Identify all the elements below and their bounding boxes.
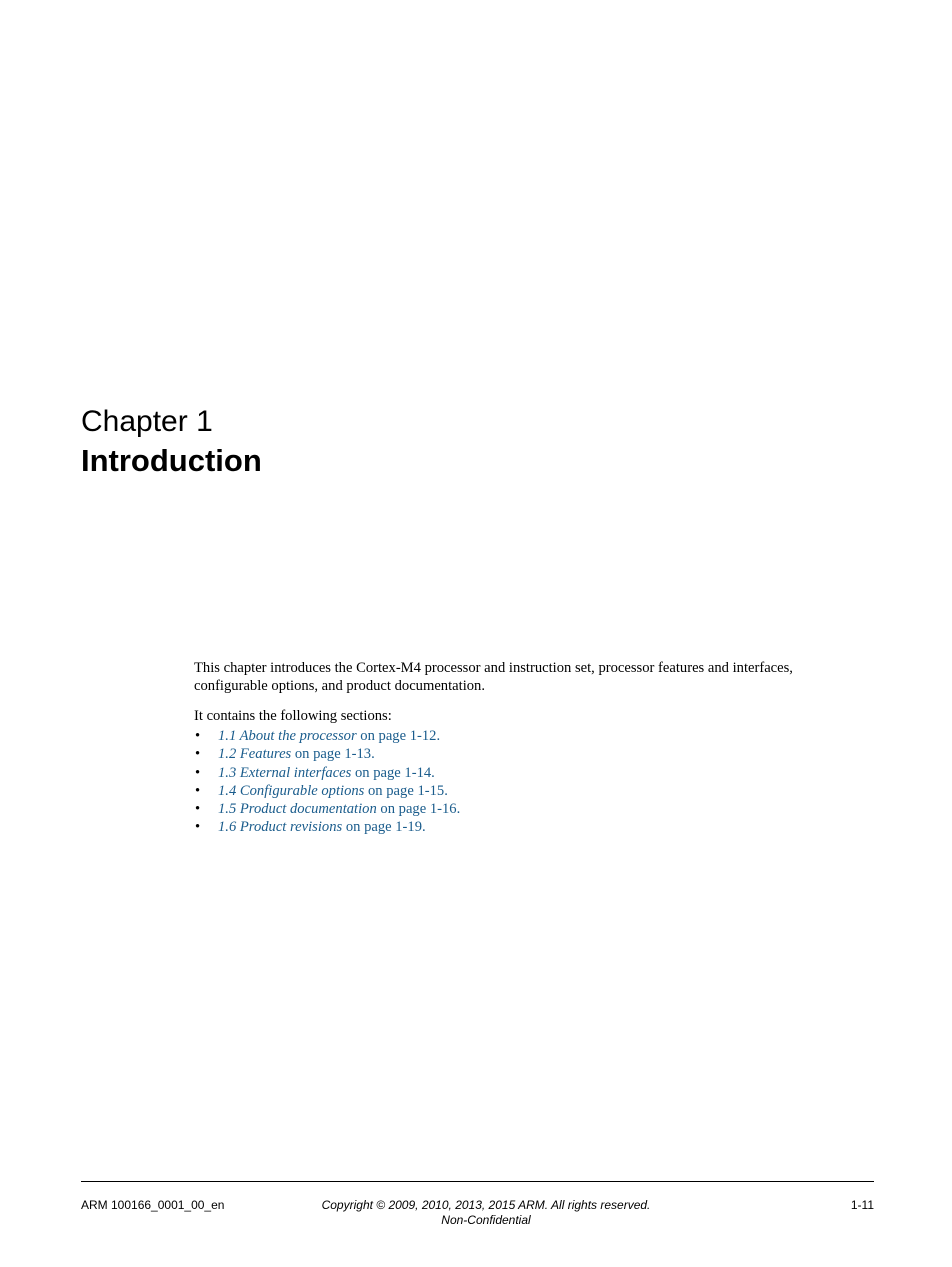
section-list	[194, 727, 866, 837]
chapter-label: Chapter 1	[81, 405, 213, 438]
footer-divider	[81, 1181, 874, 1182]
sections-lead-in: It contains the following sections:	[194, 708, 392, 724]
bullet-icon: •	[195, 728, 201, 744]
page-reference[interactable]: on page 1-16.	[376, 801, 461, 818]
section-link-features[interactable]: 1.2 Features	[218, 746, 292, 763]
page-reference[interactable]: on page 1-12.	[356, 728, 441, 744]
chapter-title: Introduction	[81, 443, 262, 478]
footer-confidentiality: Non-Confidential	[441, 1212, 531, 1227]
list-item	[194, 745, 866, 763]
section-link-about-processor[interactable]: 1.1 About the processor	[218, 728, 357, 744]
bullet-icon: •	[195, 782, 201, 799]
bullet-icon: •	[195, 746, 201, 763]
bullet-icon: •	[195, 764, 201, 781]
bullet-icon: •	[195, 801, 201, 818]
footer-copyright: Copyright © 2009, 2010, 2013, 2015 ARM. All rights reserved.	[321, 1198, 651, 1212]
page-reference[interactable]: on page 1-19.	[342, 819, 426, 836]
section-link-product-revisions[interactable]: 1.6 Product revisions	[218, 819, 343, 836]
list-item	[194, 782, 866, 800]
footer-page-number: 1-11	[850, 1198, 874, 1212]
list-item	[194, 764, 866, 782]
page-reference[interactable]: on page 1-15.	[364, 782, 448, 799]
page-reference[interactable]: on page 1-13.	[291, 746, 375, 763]
chapter-body	[194, 659, 866, 837]
section-link-external-interfaces[interactable]: 1.3 External interfaces	[218, 764, 352, 781]
section-link-product-documentation[interactable]: 1.5 Product documentation	[218, 801, 377, 818]
list-item	[194, 800, 866, 818]
footer-document-id: ARM 100166_0001_00_en	[81, 1198, 225, 1212]
list-item	[194, 818, 866, 836]
bullet-icon: •	[195, 819, 201, 836]
section-link-configurable-options[interactable]: 1.4 Configurable options	[218, 782, 365, 799]
page-reference[interactable]: on page 1-14.	[351, 764, 435, 781]
footer-copyright-block	[250, 1198, 722, 1227]
list-item	[194, 727, 866, 745]
intro-paragraph: This chapter introduces the Cortex-M4 processor and instruction set, processor features and interfaces, configurable options, and product documentation.	[194, 660, 793, 694]
